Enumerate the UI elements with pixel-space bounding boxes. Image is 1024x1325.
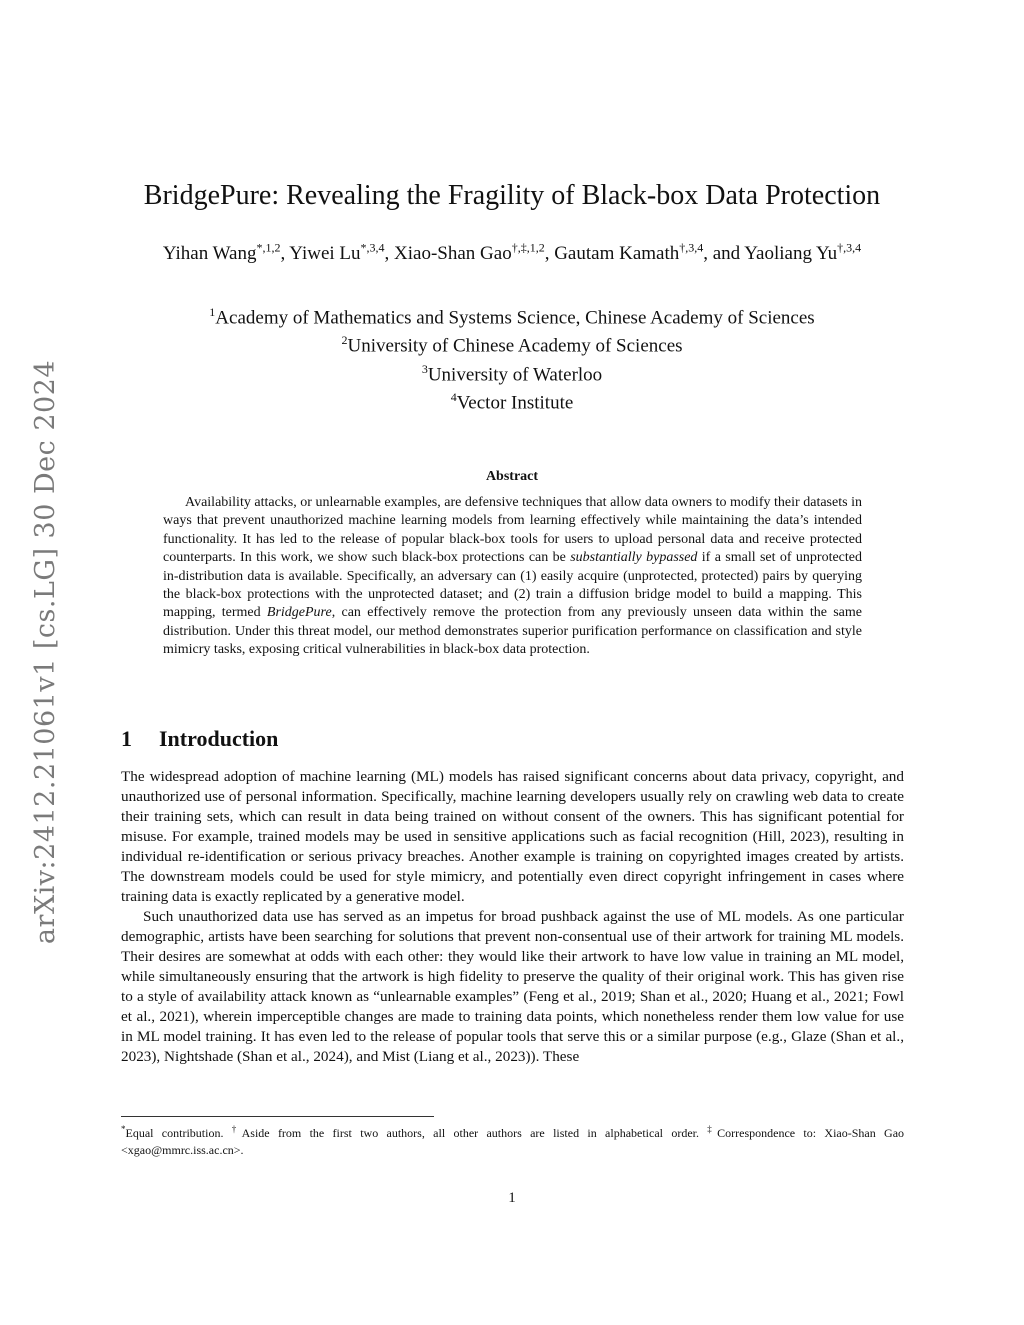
affiliation: $^2$University of Chinese Academy of Sciences (341, 333, 683, 357)
author-list (120, 236, 904, 266)
introduction-body (121, 767, 904, 1067)
abstract-heading: Abstract (485, 469, 539, 484)
affiliation: $^4$Vector Institute (450, 389, 574, 414)
arxiv-identifier: arXiv:2412.21061v1 [cs.LG] 30 Dec 2024 (30, 359, 61, 945)
page-number: 1 (508, 1190, 516, 1206)
affiliation-list (120, 301, 904, 414)
footnote: *Equal contribution. †Aside from the first two authors, all other authors are listed in alphabetical order. ‡Correspondence to: Xiao-Shan Gao <xgao@mmrc.iss.ac.cn>. (121, 1124, 905, 1157)
author: Gautam Kamath$^{\dagger,3,4}$, and (554, 241, 745, 265)
author: Xiao-Shan Gao$^{\dagger,\ddagger,1,2}$, (394, 241, 555, 265)
paper-title: BridgePure: Revealing the Fragility of Black-box Data Protection (143, 180, 881, 211)
author: Yihan Wang$^{*,1,2}$, (162, 241, 290, 265)
section-number: 1 (121, 726, 132, 751)
abstract-body: Availability attacks, or unlearnable examples, are defensive techniques that allow data owners to modify their datasets in ways that prevent unauthorized machine learning models from learning effectively while maintaining the data’s intended functionality. It has led to the release of popular black-box tools for users to upload personal data and receive protected counterparts. In this work, we show such black-box protections can be substantially bypassed if a small set of unprotected in-distribution data is available. Specifically, an adversary can (1) easily acquire (unprotected, protected) pairs by querying the black-box protections with the unprotected dataset; and (2) train a diffusion bridge model to build a mapping. This mapping, termed BridgePure, can effectively remove the protection from any previously unseen data within the same distribution. Under this threat model, our method demonstrates superior purification performance on classification and style mimicry tasks, exposing critical vulnerabilities in black-box data protection. (163, 495, 862, 658)
section-heading (121, 725, 721, 753)
footnote-divider (121, 1116, 434, 1117)
paragraph: Such unauthorized data use has served as an impetus for broad pushback against the use of ML models. As one particular demographic, artists have been searching for solutions that prevent non-consentual use of their artwork for training ML models. Their desires are somewhat at odds with each other: they would like their artwork to have low value in training an ML model, while simultaneously ensuring that the artwork is high fidelity to preserve the quality of their original work. This has given rise to a style of availability attack known as “unlearnable examples” (Feng et al., 2019; Shan et al., 2020; Huang et al., 2021; Fowl et al., 2021), wherein imperceptible changes are made to training data points, which nonetheless render them low value for use in ML model training. It has even led to the release of popular tools that serve this or a similar purpose (e.g., Glaze (Shan et al., 2023), Nightshade (Shan et al., 2024), and Mist (Liang et al., 2023)). These (121, 908, 904, 1065)
author: Yaoliang $Yu^{\dagger,3,4}$ (744, 241, 862, 265)
affiliation: $^1$Academy of Mathematics and Systems Science, Chinese Academy of Sciences (209, 305, 815, 329)
author: Yiwei $Lu^{*,3,4}$, (289, 241, 395, 265)
affiliation: $^3$University of Waterloo (421, 361, 603, 385)
paragraph: The widespread adoption of machine learning (ML) models has raised significant concerns about data privacy, copyright, and unauthorized use of personal information. Specifically, machine learning developers usually rely on crawling web data to create their training sets, which can result in data being trained on without consent of the owners. This has significant potential for misuse. For example, trained models may be used in sensitive applications such as facial recognition (Hill, 2023), resulting in individual re-identification or serious privacy breaches. Another example is training on copyrighted images created by artists. The downstream models could be used for style mimicry, and potentially even direct copyright infringement in cases where training data is exactly replicated by a generative model. (121, 768, 904, 905)
section-title: Introduction (159, 726, 279, 751)
